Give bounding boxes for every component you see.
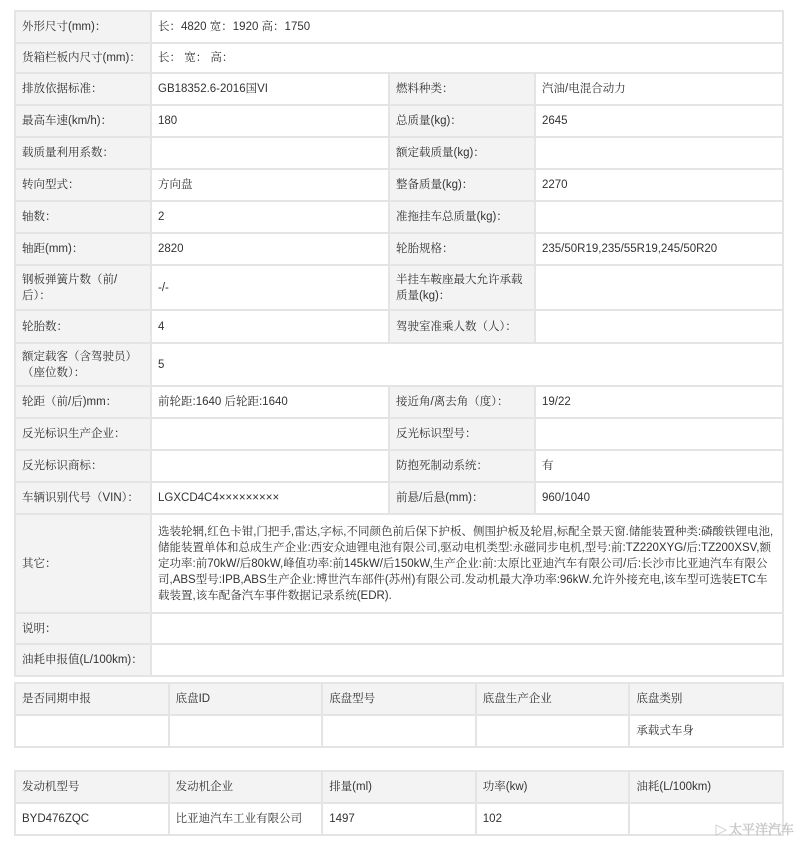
speed-value: 180 (152, 106, 388, 136)
load-util-label: 载质量利用系数： (16, 138, 150, 168)
cargo-value: 长： 宽： 高： (152, 44, 782, 72)
tire-spec-value: 235/50R19,235/55R19,245/50R20 (536, 234, 782, 264)
other-label: 其它： (16, 515, 150, 612)
spec-row-emission (16, 74, 782, 104)
engine-cell-model: BYD476ZQC (16, 804, 168, 834)
gross-mass-label: 总质量(kg)： (390, 106, 534, 136)
axles-value: 2 (152, 202, 388, 232)
spec-row-spring (16, 266, 782, 309)
spring-value: -/- (152, 266, 388, 309)
chassis-cell-category: 承载式车身 (630, 716, 782, 746)
abs-label: 防抱死制动系统： (390, 451, 534, 481)
angle-value: 19/22 (536, 387, 782, 417)
spec-row-note (16, 614, 782, 643)
note-label: 说明： (16, 614, 150, 643)
consumption-label: 油耗申报值(L/100km)： (16, 645, 150, 675)
engine-table (14, 770, 784, 836)
angle-label: 接近角/离去角（度）： (390, 387, 534, 417)
spec-row-tires (16, 311, 782, 342)
tire-spec-label: 轮胎规格： (390, 234, 534, 264)
dims-label: 外形尺寸(mm)： (16, 12, 150, 42)
fuel-value: 汽油/电混合动力 (536, 74, 782, 104)
seats-label: 额定载客（含驾驶员）（座位数）： (16, 344, 150, 385)
spec-row-vin (16, 483, 782, 513)
spec-row-other (16, 515, 782, 612)
spec-row-track (16, 387, 782, 417)
engine-header-power: 功率(kw) (477, 772, 629, 802)
axles-label: 轴数： (16, 202, 150, 232)
engine-cell-displacement: 1497 (323, 804, 475, 834)
track-value: 前轮距:1640 后轮距:1640 (152, 387, 388, 417)
track-label: 轮距（前/后)mm： (16, 387, 150, 417)
spring-label: 钢板弹簧片数（前/后）： (16, 266, 150, 309)
spec-row-consumption (16, 645, 782, 675)
reflector-brand-label: 反光标识商标： (16, 451, 150, 481)
spec-row-speed (16, 106, 782, 136)
reflector-maker-label: 反光标识生产企业： (16, 419, 150, 449)
chassis-cell-maker (477, 716, 629, 746)
spec-row-wheelbase (16, 234, 782, 264)
chassis-header-model: 底盘型号 (323, 684, 475, 714)
pacific-auto-logo-icon: ▷ (715, 820, 727, 838)
speed-label: 最高车速(km/h)： (16, 106, 150, 136)
load-util-value (152, 138, 388, 168)
consumption-value (152, 645, 782, 675)
steering-label: 转向型式： (16, 170, 150, 200)
chassis-header-row (16, 684, 782, 714)
engine-header-consumption: 油耗(L/100km) (630, 772, 782, 802)
seats-value: 5 (152, 344, 782, 385)
spec-row-load (16, 138, 782, 168)
note-value (152, 614, 782, 643)
engine-header-model: 发动机型号 (16, 772, 168, 802)
saddle-value (536, 266, 782, 309)
abs-value: 有 (536, 451, 782, 481)
chassis-cell-id (170, 716, 322, 746)
vin-value: LGXCD4C4××××××××× (152, 483, 388, 513)
other-value: 选装轮辋,红色卡钳,门把手,雷达,字标,不同颜色前后保下护板、侧围护板及轮眉,标配全景天窗.储能装置种类:磷酸铁锂电池,储能装置单体和总成生产企业:西安众迪锂电池有限公司,驱动电机类型:永磁同步电机,型号:前:TZ220XYG/后:TZ200XSV,额定功率:前70kW/后80kW,峰值功率:前145kW/后150kW,生产企业:前:太原比亚迪汽车有限公司/后:长沙市比亚迪汽车有限公司,ABS型号:IPB,ABS生产企业:博世汽车部件(苏州)有限公司.发动机最大净功率:96kW.允许外接充电,该车型可选装ETC车载装置,该车配备汽车事件数据记录系统(EDR). (152, 515, 782, 612)
watermark-text: 太平洋汽车 (728, 823, 794, 838)
chassis-data-row (16, 716, 782, 746)
rated-load-value (536, 138, 782, 168)
spec-row-abs (16, 451, 782, 481)
reflector-brand-value (152, 451, 388, 481)
engine-cell-maker: 比亚迪汽车工业有限公司 (170, 804, 322, 834)
engine-header-row (16, 772, 782, 802)
reflector-maker-value (152, 419, 388, 449)
wheelbase-label: 轴距(mm)： (16, 234, 150, 264)
saddle-label: 半挂车鞍座最大允许承载质量(kg)： (390, 266, 534, 309)
engine-header-displacement: 排量(ml) (323, 772, 475, 802)
cab-capacity-value (536, 311, 782, 342)
spec-row-steering (16, 170, 782, 200)
vin-label: 车辆识别代号（VIN）： (16, 483, 150, 513)
reflector-model-value (536, 419, 782, 449)
overhang-label: 前悬/后悬(mm)： (390, 483, 534, 513)
chassis-header-category: 底盘类别 (630, 684, 782, 714)
cargo-label: 货箱栏板内尺寸(mm)： (16, 44, 150, 72)
wheelbase-value: 2820 (152, 234, 388, 264)
trailer-mass-value (536, 202, 782, 232)
chassis-header-sync: 是否同期申报 (16, 684, 168, 714)
chassis-header-maker: 底盘生产企业 (477, 684, 629, 714)
reflector-model-label: 反光标识型号： (390, 419, 534, 449)
steering-value: 方向盘 (152, 170, 388, 200)
cab-capacity-label: 驾驶室准乘人数（人）： (390, 311, 534, 342)
curb-mass-label: 整备质量(kg)： (390, 170, 534, 200)
vehicle-spec-table (14, 10, 784, 677)
spec-row-axles (16, 202, 782, 232)
tires-label: 轮胎数： (16, 311, 150, 342)
emission-label: 排放依据标准： (16, 74, 150, 104)
watermark (715, 819, 794, 838)
overhang-value: 960/1040 (536, 483, 782, 513)
engine-header-maker: 发动机企业 (170, 772, 322, 802)
gross-mass-value: 2645 (536, 106, 782, 136)
curb-mass-value: 2270 (536, 170, 782, 200)
engine-data-row (16, 804, 782, 834)
spec-row-cargo (16, 44, 782, 72)
spec-row-reflector (16, 419, 782, 449)
tires-value: 4 (152, 311, 388, 342)
trailer-mass-label: 准拖挂车总质量(kg)： (390, 202, 534, 232)
chassis-header-id: 底盘ID (170, 684, 322, 714)
spec-row-dimensions (16, 12, 782, 42)
dims-value: 长：4820 宽：1920 高：1750 (152, 12, 782, 42)
chassis-cell-model (323, 716, 475, 746)
spec-row-seats (16, 344, 782, 385)
engine-cell-power: 102 (477, 804, 629, 834)
chassis-table (14, 682, 784, 748)
fuel-label: 燃料种类： (390, 74, 534, 104)
emission-value: GB18352.6-2016国VI (152, 74, 388, 104)
chassis-cell-sync (16, 716, 168, 746)
rated-load-label: 额定载质量(kg)： (390, 138, 534, 168)
